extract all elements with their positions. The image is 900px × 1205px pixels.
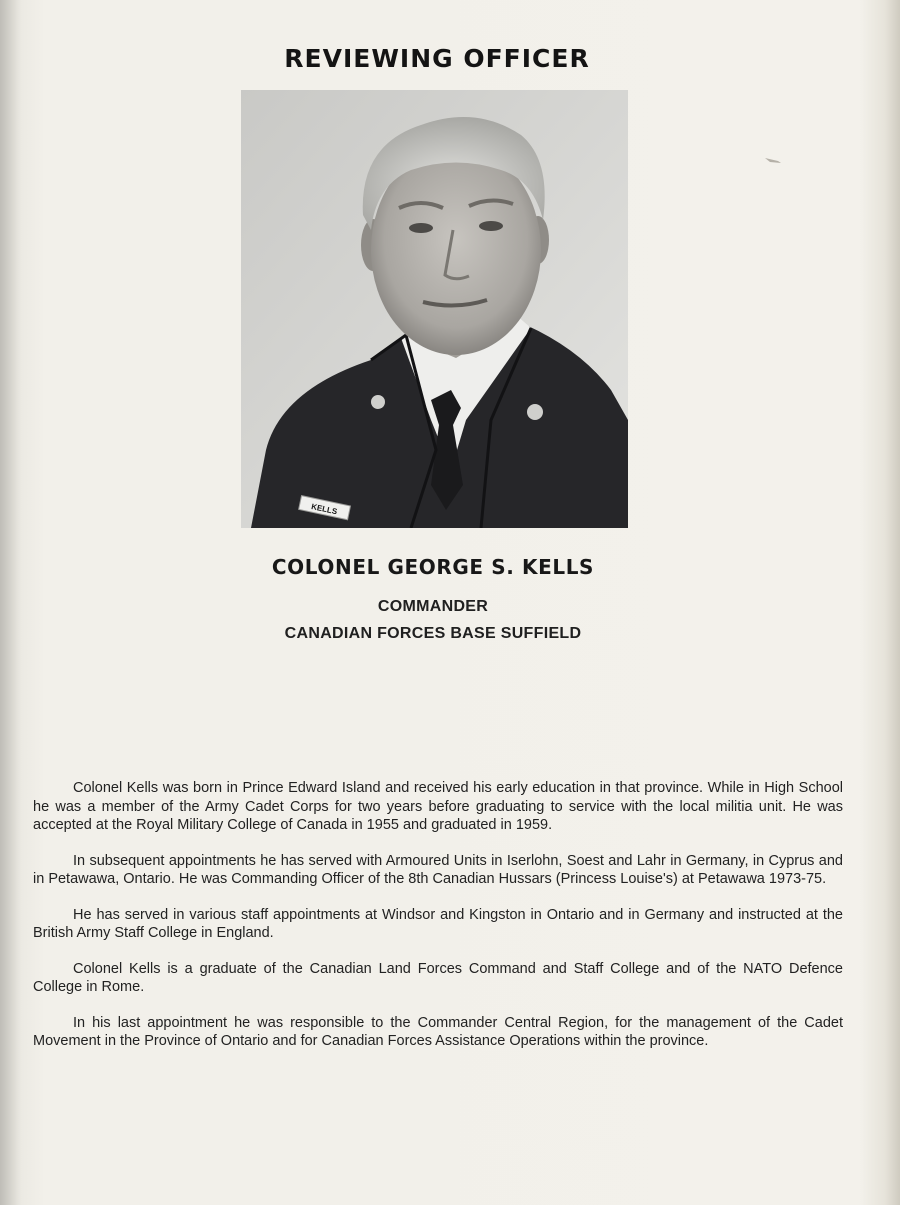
bio-paragraph: Colonel Kells was born in Prince Edward Island and received his early education in that province. While in High School he was a member of the Army Cadet Corps for two years before graduating to service with the local militia unit. He was accepted at the Royal Military College of Canada in 1955 and graduated in 1959. <box>33 780 843 833</box>
bio-paragraph: Colonel Kells is a graduate of the Canadian Land Forces Command and Staff College and of the NATO Defence College in Rome. <box>33 960 843 995</box>
officer-title: COMMANDER <box>377 598 489 615</box>
bio-paragraph: In subsequent appointments he has served with Armoured Units in Iserlohn, Soest and Lahr in Germany, in Cyprus and in Petawawa, Ontario. He was Commanding Officer of the 8th Canadian Hussars (Princess Louise's) at Petawawa 1973-75. <box>33 852 843 887</box>
bio-paragraph: In his last appointment he was responsible to the Commander Central Region, for the management of the Cadet Movement in the Province of Ontario and for Canadian Forces Assistance Operations within the province. <box>33 1014 843 1049</box>
biography <box>33 779 843 1068</box>
bio-paragraph: He has served in various staff appointments at Windsor and Kingston in Ontario and in Germany and instructed at the British Army Staff College in England. <box>33 906 843 941</box>
name-tag-text: KELLS <box>310 502 339 517</box>
officer-name: COLONEL GEORGE S. KELLS <box>271 555 595 579</box>
page-title: REVIEWING OFFICER <box>284 44 590 73</box>
officer-base: CANADIAN FORCES BASE SUFFIELD <box>284 625 582 642</box>
paper-speck <box>764 156 782 164</box>
officer-portrait-photo <box>241 90 628 528</box>
